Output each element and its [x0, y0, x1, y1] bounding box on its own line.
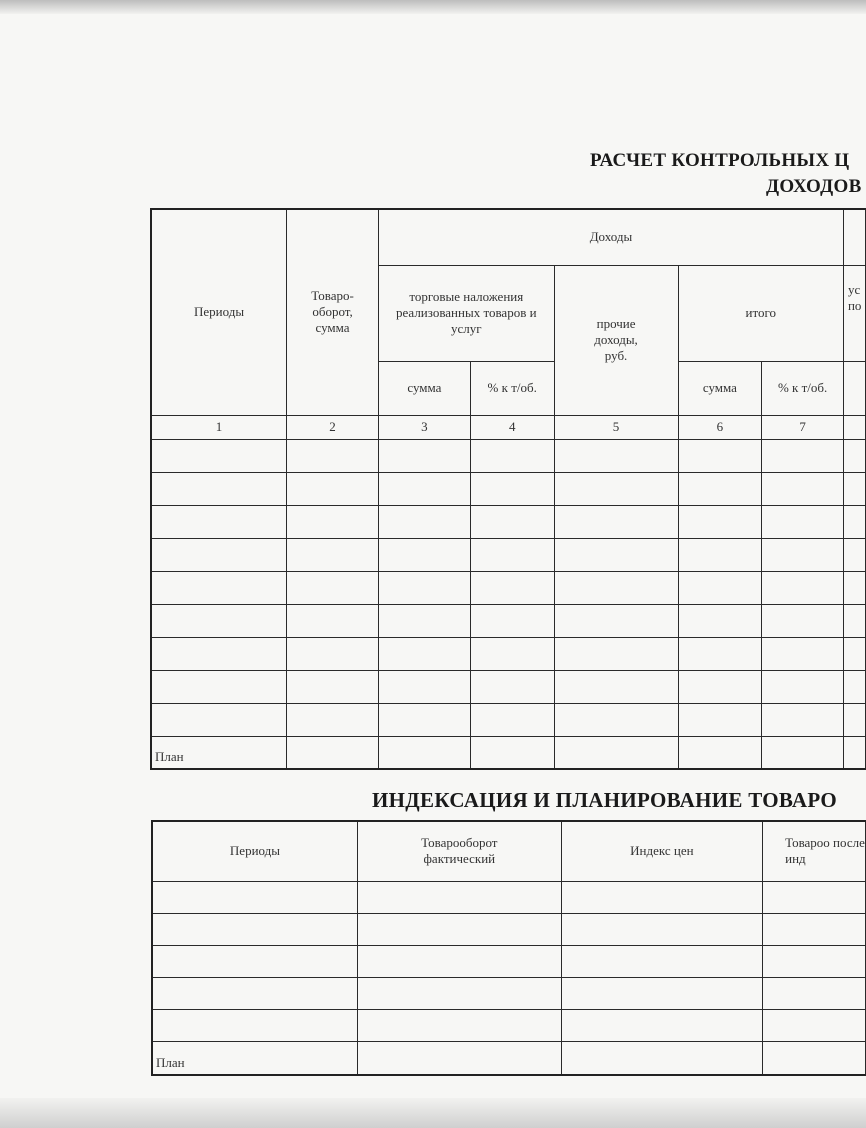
turnover-indexation-table — [151, 820, 866, 1076]
cell[interactable] — [378, 571, 470, 604]
cell[interactable] — [762, 472, 844, 505]
table-row — [151, 571, 866, 604]
cell[interactable] — [762, 538, 844, 571]
cell[interactable] — [287, 439, 379, 472]
cell[interactable] — [561, 913, 762, 945]
header-periods: Периоды — [152, 821, 357, 881]
cell[interactable] — [470, 538, 554, 571]
title-control-figures-line2: ДОХОДОВ — [766, 176, 862, 197]
cell[interactable] — [470, 604, 554, 637]
cell[interactable] — [357, 913, 561, 945]
header-turnover-actual: Товарооборот фактический — [357, 821, 561, 881]
table-row — [151, 670, 866, 703]
cell[interactable] — [470, 439, 554, 472]
cell[interactable] — [151, 703, 287, 736]
cell[interactable] — [287, 505, 379, 538]
plan-label: План — [152, 1041, 357, 1075]
cell[interactable] — [762, 571, 844, 604]
cell[interactable] — [378, 670, 470, 703]
cell[interactable] — [470, 637, 554, 670]
cell[interactable] — [357, 1009, 561, 1041]
cell[interactable] — [843, 703, 865, 736]
column-number: 2 — [287, 415, 379, 439]
column-number — [843, 415, 865, 439]
cell[interactable] — [378, 439, 470, 472]
header-cut-top — [843, 209, 865, 265]
plan-row — [152, 1041, 866, 1075]
column-number: 7 — [762, 415, 844, 439]
header-turnover-after-indexation: Товароо после инд — [763, 821, 866, 881]
header-other-income: прочие доходы, руб. — [554, 265, 678, 415]
cell[interactable] — [357, 881, 561, 913]
cell[interactable] — [151, 670, 287, 703]
header-price-index: Индекс цен — [561, 821, 762, 881]
table-row — [152, 945, 866, 977]
cell[interactable] — [287, 604, 379, 637]
table-row — [151, 472, 866, 505]
cell[interactable] — [151, 571, 287, 604]
cell[interactable] — [762, 505, 844, 538]
cell[interactable] — [470, 703, 554, 736]
table-row — [151, 703, 866, 736]
cell[interactable] — [554, 604, 678, 637]
cell[interactable] — [678, 439, 762, 472]
header-total: итого — [678, 265, 843, 361]
cell[interactable] — [152, 1009, 357, 1041]
cell[interactable] — [843, 505, 865, 538]
cell[interactable] — [357, 1041, 561, 1075]
cell[interactable] — [152, 945, 357, 977]
cell[interactable] — [554, 505, 678, 538]
header-periods: Периоды — [151, 209, 287, 415]
cell[interactable] — [378, 637, 470, 670]
cell[interactable] — [678, 703, 762, 736]
cell[interactable] — [378, 505, 470, 538]
cell[interactable] — [843, 670, 865, 703]
cell[interactable] — [762, 736, 844, 769]
header-income: Доходы — [378, 209, 843, 265]
cell[interactable] — [152, 977, 357, 1009]
cell[interactable] — [678, 670, 762, 703]
cell[interactable] — [287, 736, 379, 769]
table-row — [151, 604, 866, 637]
header-pct-markups: % к т/об. — [470, 361, 554, 415]
cell[interactable] — [678, 736, 762, 769]
cell[interactable] — [357, 945, 561, 977]
cell[interactable] — [554, 703, 678, 736]
cell[interactable] — [561, 1041, 762, 1075]
cell[interactable] — [843, 472, 865, 505]
cell[interactable] — [378, 604, 470, 637]
table-row — [151, 505, 866, 538]
header-turnover-sum: Товаро-оборот, сумма — [287, 209, 379, 415]
cell[interactable] — [561, 881, 762, 913]
header-sum-total: сумма — [678, 361, 762, 415]
cell[interactable] — [378, 736, 470, 769]
cell[interactable] — [678, 538, 762, 571]
cell[interactable] — [554, 571, 678, 604]
cell[interactable] — [287, 571, 379, 604]
cell[interactable] — [678, 505, 762, 538]
cell[interactable] — [561, 977, 762, 1009]
cell[interactable] — [554, 637, 678, 670]
cell[interactable] — [843, 736, 865, 769]
table-row — [151, 538, 866, 571]
table-row — [152, 913, 866, 945]
cell[interactable] — [763, 913, 866, 945]
cell[interactable] — [678, 571, 762, 604]
table-row — [151, 637, 866, 670]
plan-row — [151, 736, 866, 769]
cell[interactable] — [378, 472, 470, 505]
cell[interactable] — [470, 670, 554, 703]
cell[interactable] — [763, 881, 866, 913]
cell[interactable] — [470, 571, 554, 604]
cell[interactable] — [151, 637, 287, 670]
cell[interactable] — [762, 439, 844, 472]
cell[interactable] — [287, 538, 379, 571]
cell[interactable] — [287, 670, 379, 703]
title-indexation-planning: ИНДЕКСАЦИЯ И ПЛАНИРОВАНИЕ ТОВАРО — [372, 788, 837, 812]
table-row — [152, 1009, 866, 1041]
cell[interactable] — [678, 472, 762, 505]
cell[interactable] — [151, 472, 287, 505]
cell[interactable] — [470, 472, 554, 505]
cell[interactable] — [378, 703, 470, 736]
cell[interactable] — [378, 538, 470, 571]
cell[interactable] — [554, 736, 678, 769]
header-cut-bottom — [843, 361, 865, 415]
cell[interactable] — [287, 703, 379, 736]
cell[interactable] — [151, 538, 287, 571]
header-pct-total: % к т/об. — [762, 361, 844, 415]
column-number: 5 — [554, 415, 678, 439]
column-number: 1 — [151, 415, 287, 439]
cell[interactable] — [357, 977, 561, 1009]
cell[interactable] — [152, 913, 357, 945]
cell[interactable] — [151, 505, 287, 538]
cell[interactable] — [151, 604, 287, 637]
cell[interactable] — [843, 604, 865, 637]
cell[interactable] — [762, 604, 844, 637]
cell[interactable] — [763, 1041, 866, 1075]
cell[interactable] — [554, 670, 678, 703]
cell[interactable] — [762, 670, 844, 703]
cell[interactable] — [763, 1009, 866, 1041]
cell[interactable] — [554, 538, 678, 571]
cell[interactable] — [843, 538, 865, 571]
cell[interactable] — [151, 439, 287, 472]
column-number: 3 — [378, 415, 470, 439]
scan-bottom-edge — [0, 1098, 866, 1128]
cell[interactable] — [843, 637, 865, 670]
table-row — [152, 977, 866, 1009]
cell[interactable] — [843, 571, 865, 604]
cell[interactable] — [843, 439, 865, 472]
cell[interactable] — [763, 977, 866, 1009]
table-row — [152, 881, 866, 913]
cell[interactable] — [152, 881, 357, 913]
column-number-row — [151, 415, 866, 439]
control-figures-table — [150, 208, 866, 770]
column-number: 6 — [678, 415, 762, 439]
cell[interactable] — [561, 1009, 762, 1041]
cell[interactable] — [287, 472, 379, 505]
plan-label: План — [151, 736, 287, 769]
cell[interactable] — [554, 439, 678, 472]
header-cut-middle: ус по — [843, 265, 865, 361]
cell[interactable] — [762, 703, 844, 736]
cell[interactable] — [561, 945, 762, 977]
column-number: 4 — [470, 415, 554, 439]
cell[interactable] — [763, 945, 866, 977]
header-sum-markups: сумма — [378, 361, 470, 415]
header-trade-markups: торговые наложения реализованных товаров и услуг — [378, 265, 554, 361]
title-control-figures-line1: РАСЧЕТ КОНТРОЛЬНЫХ Ц — [590, 150, 850, 171]
scan-top-edge — [0, 0, 866, 14]
cell[interactable] — [554, 472, 678, 505]
cell[interactable] — [470, 505, 554, 538]
cell[interactable] — [470, 736, 554, 769]
cell[interactable] — [762, 637, 844, 670]
cell[interactable] — [678, 637, 762, 670]
table-row — [151, 439, 866, 472]
cell[interactable] — [287, 637, 379, 670]
cell[interactable] — [678, 604, 762, 637]
